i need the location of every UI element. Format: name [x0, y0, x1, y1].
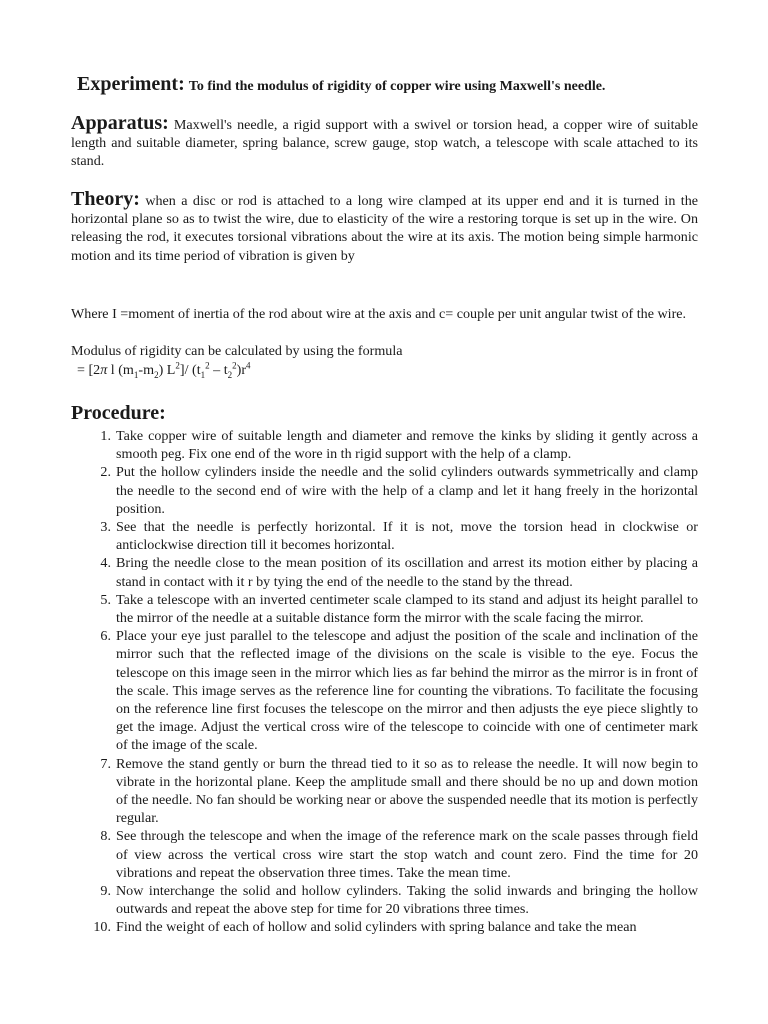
step-number: 3. — [100, 519, 111, 536]
apparatus-heading: Apparatus: — [71, 112, 169, 134]
step-number: 7. — [100, 755, 111, 772]
apparatus-section — [71, 114, 698, 171]
formula-sup: 2 — [232, 360, 237, 371]
step-number: 8. — [100, 828, 111, 845]
formula-part: l (m — [107, 362, 134, 378]
theory-heading: Theory: — [71, 188, 140, 210]
rigidity-formula — [77, 361, 704, 379]
procedure-heading: Procedure: — [71, 402, 166, 424]
step-text: Put the hollow cylinders inside the needle and the solid cylinders outwards symmetrically and clamp the needle to the second end of wire with the help of a clamp and let it hang freely in the horizontal position. — [116, 464, 698, 517]
procedure-step — [71, 755, 698, 828]
experiment-heading: Experiment: — [77, 73, 185, 95]
procedure-step — [71, 827, 698, 882]
formula-part: )r — [236, 362, 247, 378]
theory-text: when a disc or rod is attached to a long wire clamped at its upper end and it is turned in the horizontal plane so as to twist the wire, due to elasticity of the wire a restoring torque is set up in the wire. On releasing the rod, it executes torsional vibrations about the wire at its axis. The motion being simple harmonic motion and its time period of vibration is given by — [71, 193, 698, 264]
formula-sup: 2 — [205, 360, 210, 371]
step-number: 2. — [100, 464, 111, 481]
step-text: Take a telescope with an inverted centimeter scale clamped to its stand and adjust its height parallel to the mirror of the needle at a suitable distance form the mirror with the scale facing the mirror. — [116, 591, 698, 627]
apparatus-text: Maxwell's needle, a rigid support with a swivel or torsion head, a copper wire of suitable length and suitable diameter, spring balance, screw gauge, stop watch, a telescope with scale attached to its stand. — [71, 117, 699, 170]
procedure-step — [71, 918, 698, 936]
where-paragraph: Where I =moment of inertia of the rod about wire at the axis and c= couple per unit angular twist of the wire. — [71, 306, 687, 322]
theory-section — [71, 190, 698, 265]
procedure-step — [71, 554, 698, 590]
procedure-step — [71, 627, 698, 754]
procedure-step — [71, 518, 698, 554]
step-text: See that the needle is perfectly horizontal. If it is not, move the torsion head in clockwise or anticlockwise direction till it becomes horizontal. — [116, 519, 698, 554]
formula-part: ]/ (t — [179, 362, 201, 378]
step-text: Remove the stand gently or burn the thread tied to it so as to release the needle. It will now begin to vibrate in the horizontal plane. Keep the amplitude small and there should be no up and down motion of the needle. No fan should be working near or above the suspended needle that its motion is perfectly regular. — [116, 755, 698, 827]
experiment-text: To find the modulus of rigidity of copper wire using Maxwell's needle. — [188, 79, 606, 94]
step-number: 5. — [100, 591, 111, 608]
procedure-step — [71, 882, 698, 918]
formula-sub: 1 — [200, 369, 206, 380]
formula-sub: 2 — [227, 369, 233, 380]
formula-part: ) L — [158, 362, 176, 378]
procedure-step — [71, 591, 698, 627]
step-text: Bring the needle close to the mean position of its oscillation and arrest its motion either by placing a stand in contact with it r by tying the end of the needle to the stand by the thread. — [116, 555, 698, 590]
procedure-step — [71, 427, 698, 463]
step-text: Now interchange the solid and hollow cylinders. Taking the solid inwards and bringing the hollow outwards and repeat the above step for time for 20 vibrations three times. — [116, 883, 698, 918]
step-number: 6. — [100, 628, 111, 645]
formula-sub: 2 — [154, 369, 159, 380]
formula-sup: 2 — [175, 360, 180, 371]
formula-part: – t — [209, 362, 228, 378]
step-text: See through the telescope and when the image of the reference mark on the scale passes through field of view across the vertical cross wire start the stop watch and count zero. Find the time for 20 vibrations and repeat the observation three times. Take the mean time. — [116, 828, 698, 881]
step-text: Find the weight of each of hollow and solid cylinders with spring balance and take the mean — [116, 919, 637, 936]
formula-sup: 4 — [246, 360, 251, 371]
formula-part: = [2 — [77, 362, 101, 378]
experiment-line — [77, 73, 605, 96]
procedure-list — [71, 427, 698, 937]
formula-sub: 1 — [133, 369, 139, 380]
formula-pi: π — [100, 362, 108, 378]
step-text: Take copper wire of suitable length and diameter and remove the kinks by sliding it gently across a smooth peg. Fix one end of the wore in th rigid support with the help of a clamp. — [116, 428, 698, 463]
formula-part: -m — [138, 362, 155, 378]
procedure-step — [71, 463, 698, 518]
step-number: 4. — [100, 555, 111, 572]
step-text: Place your eye just parallel to the telescope and adjust the position of the scale and inclination of the mirror such that the reflected image of the divisions on the scale is visible to the eye. Focus the telescope on this image seen in the mirror which lies as far behind the mirror as the mirror is in front of the scale. This image serves as the reference line for counting the vibrations. To facilitate the focusing on the reference line first focuses the telescope on the mirror and then adjusts the eye piece slightly to get the image. Adjust the vertical cross wire of the telescope to coincide with one of centimeter mark of the image of the scale. — [116, 628, 698, 754]
step-number: 1. — [100, 428, 111, 444]
step-number: 9. — [100, 883, 111, 900]
modulus-paragraph: Modulus of rigidity can be calculated by using the formula — [71, 343, 403, 359]
step-number: 10. — [93, 919, 111, 936]
